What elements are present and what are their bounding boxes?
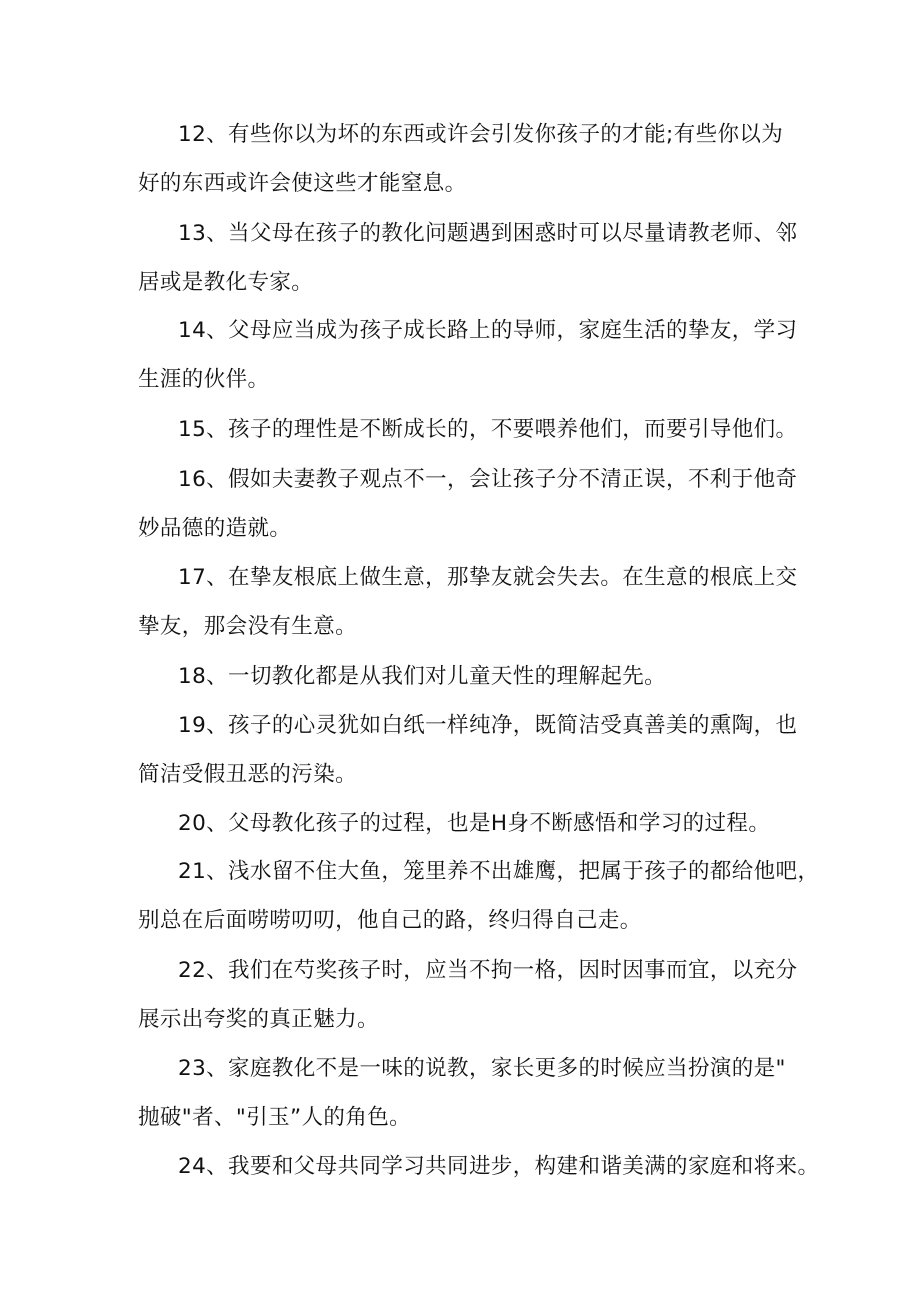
text-line: 12、有些你以为坏的东西或许会引发你孩子的才能;有些你以为	[178, 122, 784, 147]
list-item	[138, 652, 788, 701]
text-line: 16、假如夫妻教子观点不一，会让孩子分不清正误，不利于他奇	[178, 467, 798, 492]
text-line: 妙品德的造就。	[138, 516, 292, 541]
list-item	[138, 847, 820, 945]
text-line: 14、父母应当成为孩子成长路上的导师，家庭生活的挚友，学习	[178, 318, 798, 343]
text-line: 13、当父母在孩子的教化问题遇到困惑时可以尽量请教老师、邻	[178, 221, 798, 246]
text-line: 22、我们在芍奖孩子时，应当不拘一格，因时因事而宜，以充分	[178, 958, 798, 983]
list-item	[138, 110, 788, 208]
text-line: 抛破"者、"引玉”人的角色。	[138, 1105, 412, 1130]
list-item	[138, 306, 798, 404]
text-line: 生涯的伙伴。	[138, 367, 270, 392]
list-item	[138, 1142, 820, 1191]
text-line: 挚友，那会没有生意。	[138, 614, 358, 639]
text-line: 21、浅水留不住大鱼，笼里养不出雄鹰，把属于孩子的都给他吧，	[178, 859, 820, 884]
list-item	[138, 946, 798, 1044]
list-item	[138, 799, 788, 848]
text-line: 15、孩子的理性是不断成长的，不要喂养他们，而要引导他们。	[178, 417, 798, 442]
text-line: 18、一切教化都是从我们对儿童天性的理解起先。	[178, 664, 667, 689]
list-item	[138, 1044, 788, 1142]
list-item	[138, 455, 798, 553]
text-line: 简洁受假丑恶的污染。	[138, 762, 358, 787]
text-line: 19、孩子的心灵犹如白纸一样纯净，既简洁受真善美的熏陶，也	[178, 713, 798, 738]
text-line: 24、我要和父母共同学习共同进步，构建和谐美满的家庭和将来。	[178, 1154, 820, 1179]
list-item	[138, 553, 798, 651]
text-line: 展示出夸奖的真正魅力。	[138, 1007, 379, 1032]
text-line: 23、家庭教化不是一味的说教，家长更多的时候应当扮演的是"	[178, 1056, 786, 1081]
list-item	[138, 405, 798, 454]
text-line: 别总在后面唠唠叨叨，他自己的路，终归得自己走。	[138, 908, 642, 933]
list-item	[138, 209, 798, 307]
text-line: 好的东西或许会使这些才能窒息。	[138, 171, 467, 196]
text-line: 20、父母教化孩子的过程，也是H身不断感悟和学习的过程。	[178, 811, 771, 836]
list-item	[138, 701, 798, 799]
text-line: 17、在挚友根底上做生意，那挚友就会失去。在生意的根底上交	[178, 565, 798, 590]
text-line: 居或是教化专家。	[138, 270, 314, 295]
